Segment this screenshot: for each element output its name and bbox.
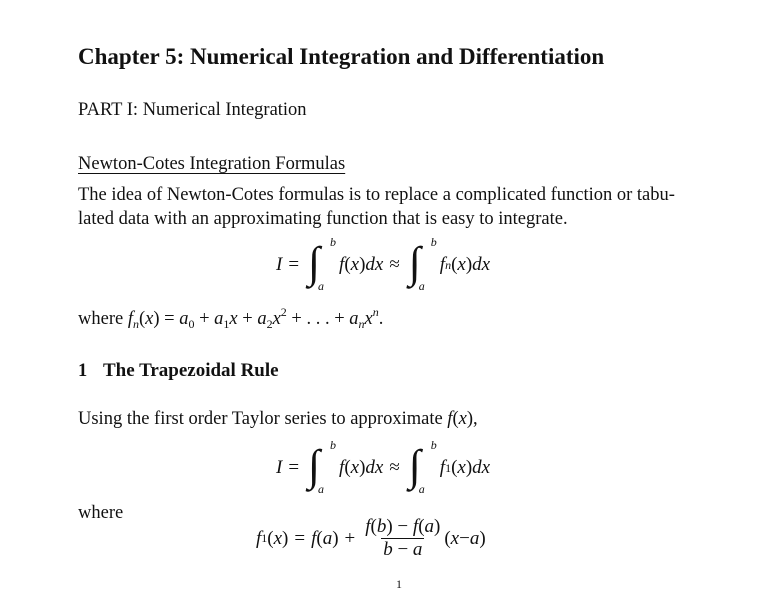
part-title: PART I: Numerical Integration <box>78 100 307 120</box>
where-label-2: where <box>78 503 124 523</box>
trapezoidal-integral-equation: I = ∫ b a f ( x ) dx ≈ ∫ b a f 1 ( x ) dx <box>276 438 491 496</box>
fx-symbol: f(x) <box>447 409 473 429</box>
slope-fraction: $\frac{f(b) - f(a)}{b - a}$ <box>365 516 441 560</box>
integral-approximation-equation: I = ∫ b a f ( x ) dx ≈ ∫ b a f n ( x ) dx <box>276 235 491 293</box>
integral-sign: ∫ b a <box>408 235 437 293</box>
linear-interpolant-equation: f 1 ( x ) = f ( a ) + $\frac{f(b) - f(a)}{b - a}$ ( x − a ) <box>256 516 486 560</box>
newton-cotes-paragraph-line-2: lated data with an approximating function that is easy to integrate. <box>78 209 568 229</box>
section-title: The Trapezoidal Rule <box>103 360 279 381</box>
trapezoidal-intro-line: Using the first order Taylor series to approximate f(x), <box>78 409 478 429</box>
polynomial-definition-line <box>78 300 383 336</box>
integral-sign: ∫ b a <box>308 235 337 293</box>
integral-sign: ∫ b a <box>308 438 337 496</box>
integral-sign: ∫ b a <box>408 438 437 496</box>
page-number: 1 <box>396 577 402 591</box>
newton-cotes-paragraph-line-1: The idea of Newton-Cotes formulas is to replace a complicated function or tabu- <box>78 185 675 205</box>
where-label: where <box>78 309 124 329</box>
section-number: 1 <box>78 361 88 381</box>
newton-cotes-heading: Newton-Cotes Integration Formulas <box>78 154 346 174</box>
polynomial-formula: $f_n(x) = a_0 + a_1x + a_2x^2$ + . . . + $a_nx^n$. <box>127 305 384 331</box>
chapter-title: Chapter 5: Numerical Integration and Differentiation <box>78 44 605 69</box>
trapezoidal-intro-text: Using the first order Taylor series to approximate <box>78 409 443 429</box>
